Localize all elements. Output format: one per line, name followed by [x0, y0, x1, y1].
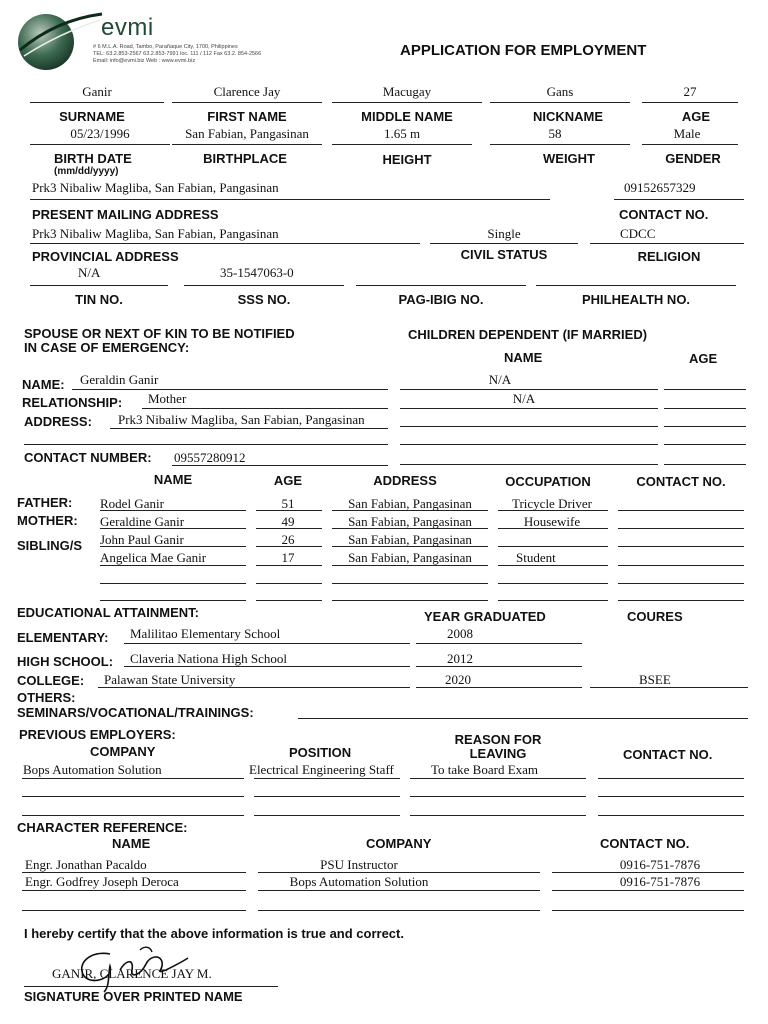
child-3-name-line	[400, 426, 658, 427]
family-row-name: John Paul Ganir	[100, 532, 184, 547]
family-line	[256, 546, 322, 547]
child-1-name: N/A	[488, 372, 512, 387]
siblings-label: SIBLING/S	[17, 538, 83, 553]
college-year: 2020	[445, 672, 471, 687]
family-line	[618, 546, 744, 547]
employer-row-position: Electrical Engineering Staff	[249, 762, 394, 777]
employer-row-company: Bops Automation Solution	[23, 762, 162, 777]
family-line	[100, 510, 246, 511]
emergency-contact-value: 09557280912	[174, 450, 246, 465]
company-name: evmi	[101, 14, 154, 41]
family-row-occupation: Housewife	[523, 514, 581, 529]
height-line	[332, 144, 472, 145]
reference-line	[258, 872, 540, 873]
emergency-contact-line	[172, 465, 388, 466]
religion-line	[590, 243, 744, 244]
seminars-line	[298, 718, 748, 719]
middle-name-line	[332, 102, 482, 103]
family-line	[100, 528, 246, 529]
family-name-header: NAME	[153, 472, 193, 487]
present-address-line	[30, 199, 550, 200]
highschool-year: 2012	[447, 651, 473, 666]
family-row-occupation: Tricycle Driver	[511, 496, 593, 511]
weight-value: 58	[548, 126, 562, 141]
family-line	[618, 600, 744, 601]
sss-line	[184, 285, 344, 286]
family-line	[498, 600, 608, 601]
family-line	[498, 546, 608, 547]
tin-line	[30, 285, 168, 286]
weight-line	[490, 144, 630, 145]
elementary-label: ELEMENTARY:	[17, 630, 109, 645]
college-year-line	[416, 687, 582, 688]
height-label: HEIGHT	[382, 152, 432, 167]
reference-line	[258, 910, 540, 911]
reference-name-label: NAME	[112, 836, 151, 851]
reference-line	[22, 910, 246, 911]
family-row-address: San Fabian, Pangasinan	[348, 496, 472, 511]
contact-no-line	[614, 199, 744, 200]
highschool-label: HIGH SCHOOL:	[17, 654, 114, 669]
others-label: OTHERS:	[17, 690, 76, 705]
child-5-age-line	[664, 464, 746, 465]
family-row-age: 17	[281, 550, 295, 565]
elementary-year: 2008	[447, 626, 473, 641]
middle-name-label: MIDDLE NAME	[361, 109, 453, 124]
family-row-name: Angelica Mae Ganir	[100, 550, 207, 565]
child-2-name: N/A	[512, 391, 536, 406]
birthplace-line	[172, 144, 322, 145]
family-row-address: San Fabian, Pangasinan	[348, 532, 472, 547]
highschool-line	[124, 666, 410, 667]
family-line	[100, 600, 246, 601]
family-line	[332, 528, 488, 529]
reference-row-company: Bops Automation Solution	[289, 874, 429, 889]
employer-line	[598, 796, 744, 797]
child-5-name-line	[400, 464, 658, 465]
employer-line	[598, 815, 744, 816]
family-line	[498, 583, 608, 584]
employer-line	[410, 796, 586, 797]
family-contact-header: CONTACT NO.	[636, 474, 726, 489]
family-line	[256, 510, 322, 511]
present-address-value: Prk3 Nibaliw Magliba, San Fabian, Pangasinan	[32, 180, 279, 195]
employer-line	[22, 778, 244, 779]
family-line	[256, 600, 322, 601]
family-address-header: ADDRESS	[373, 473, 437, 488]
tin-value: N/A	[78, 265, 101, 280]
birthplace-value: San Fabian, Pangasinan	[185, 126, 309, 141]
nickname-label: NICKNAME	[532, 109, 604, 124]
family-age-header: AGE	[273, 473, 303, 488]
family-row-age: 51	[281, 496, 295, 511]
employer-line	[410, 815, 586, 816]
civil-status-label: CIVIL STATUS	[460, 247, 548, 262]
children-heading: CHILDREN DEPENDENT (IF MARRIED)	[408, 327, 648, 342]
family-line	[332, 565, 488, 566]
age-line	[642, 102, 738, 103]
middle-name-value: Macugay	[382, 84, 432, 99]
sss-value: 35-1547063-0	[220, 265, 294, 280]
emergency-heading-2: IN CASE OF EMERGENCY:	[24, 340, 190, 355]
weight-label: WEIGHT	[543, 151, 595, 166]
family-line	[256, 565, 322, 566]
gender-label: GENDER	[665, 151, 721, 166]
highschool-year-line	[416, 666, 582, 667]
year-graduated-label: YEAR GRADUATED	[424, 609, 546, 624]
emergency-contact-label: CONTACT NUMBER:	[24, 450, 152, 465]
provincial-address-value: Prk3 Nibaliw Magliba, San Fabian, Pangasinan	[32, 226, 279, 241]
provincial-address-line	[30, 243, 420, 244]
emergency-relationship-label: RELATIONSHIP:	[22, 395, 123, 410]
sss-label: SSS NO.	[237, 292, 291, 307]
emergency-heading-1: SPOUSE OR NEXT OF KIN TO BE NOTIFIED	[24, 326, 295, 341]
first-name-label: FIRST NAME	[207, 109, 287, 124]
child-3-age-line	[664, 426, 746, 427]
provincial-address-label: PROVINCIAL ADDRESS	[32, 249, 179, 264]
surname-line	[30, 102, 164, 103]
present-address-label: PRESENT MAILING ADDRESS	[32, 207, 219, 222]
emergency-relationship-value: Mother	[148, 391, 187, 406]
employer-line	[22, 815, 244, 816]
emergency-relationship-line	[142, 408, 388, 409]
education-heading: EDUCATIONAL ATTAINMENT:	[17, 605, 199, 620]
employer-line	[410, 778, 586, 779]
college-label: COLLEGE:	[17, 673, 85, 688]
seminars-label: SEMINARS/VOCATIONAL/TRAININGS:	[17, 705, 254, 720]
family-line	[256, 528, 322, 529]
father-label: FATHER:	[17, 495, 73, 510]
college-line	[98, 687, 410, 688]
contact-no-value: 09152657329	[624, 180, 696, 195]
family-row-address: San Fabian, Pangasinan	[348, 514, 472, 529]
family-line	[498, 510, 608, 511]
religion-label: RELIGION	[637, 249, 701, 264]
birth-date-value: 05/23/1996	[70, 126, 130, 141]
emergency-name-value: Geraldin Ganir	[80, 372, 159, 387]
college-value: Palawan State University	[104, 672, 236, 687]
employer-reason-label-1: REASON FOR	[454, 732, 542, 747]
family-row-name: Rodel Ganir	[100, 496, 164, 511]
reference-row-name: Engr. Jonathan Pacaldo	[25, 857, 147, 872]
emergency-address-value: Prk3 Nibaliw Magliba, San Fabian, Pangasinan	[118, 412, 365, 427]
family-row-name: Geraldine Ganir	[100, 514, 185, 529]
reference-line	[552, 910, 744, 911]
certification-text: I hereby certify that the above information is true and correct.	[24, 926, 404, 941]
family-row-occupation: Student	[516, 550, 556, 565]
reference-row-contact: 0916-751-7876	[619, 857, 701, 872]
emergency-address-line-2	[24, 444, 388, 445]
employer-line	[254, 778, 400, 779]
reference-row-name: Engr. Godfrey Joseph Deroca	[25, 874, 179, 889]
children-name-label: NAME	[504, 350, 543, 365]
tin-label: TIN NO.	[75, 292, 123, 307]
child-4-name-line	[400, 444, 658, 445]
reference-row-company: PSU Instructor	[320, 857, 398, 872]
birth-date-line	[30, 144, 170, 145]
emergency-address-line	[110, 428, 388, 429]
family-line	[618, 528, 744, 529]
company-phones: TEL: 63.2.853-2567 63.2.853-7991 loc. 111 / 112 Fax 63.2. 854-2566	[93, 51, 262, 57]
reference-company-label: COMPANY	[366, 836, 432, 851]
employer-line	[254, 796, 400, 797]
civil-status-value: Single	[487, 226, 521, 241]
child-2-name-line	[400, 408, 658, 409]
emergency-name-line	[72, 389, 388, 390]
first-name-value: Clarence Jay	[213, 84, 281, 99]
college-course: BSEE	[639, 672, 671, 687]
employer-contact-label: CONTACT NO.	[623, 747, 713, 762]
elementary-year-line	[416, 643, 582, 644]
reference-line	[22, 872, 246, 873]
employer-line	[598, 778, 744, 779]
reference-line	[22, 890, 246, 891]
first-name-line	[172, 102, 322, 103]
family-row-age: 26	[281, 532, 295, 547]
signature-line	[24, 986, 278, 987]
child-2-age-line	[664, 408, 746, 409]
family-line	[100, 583, 246, 584]
company-email-web: Email: info@evmi.biz Web : www.evmi.biz	[93, 58, 196, 64]
company-address: # 6 M.L.A. Road, Tambo, Parañaque City, 1700, Philippines	[93, 44, 238, 50]
birthplace-label: BIRTHPLACE	[203, 151, 287, 166]
family-line	[618, 583, 744, 584]
employer-line	[22, 796, 244, 797]
civil-status-line	[430, 243, 578, 244]
family-occupation-header: OCCUPATION	[505, 474, 591, 489]
birth-date-format: (mm/dd/yyyy)	[54, 166, 119, 177]
family-line	[498, 565, 608, 566]
child-4-age-line	[664, 444, 746, 445]
highschool-value: Claveria Nationa High School	[130, 651, 288, 666]
surname-value: Ganir	[82, 84, 112, 99]
reference-line	[552, 872, 744, 873]
nickname-value: Gans	[546, 84, 574, 99]
mother-label: MOTHER:	[17, 513, 78, 528]
child-1-age-line	[664, 389, 746, 390]
surname-label: SURNAME	[59, 109, 125, 124]
employer-position-label: POSITION	[289, 745, 352, 760]
age-value: 27	[683, 84, 697, 99]
contact-no-label: CONTACT NO.	[619, 207, 709, 222]
college-course-line	[590, 687, 748, 688]
family-line	[332, 510, 488, 511]
philhealth-line	[536, 285, 736, 286]
employers-heading: PREVIOUS EMPLOYERS:	[19, 727, 176, 742]
pagibig-line	[356, 285, 526, 286]
family-line	[256, 583, 322, 584]
emergency-name-label: NAME:	[22, 377, 65, 392]
philhealth-label: PHILHEALTH NO.	[581, 292, 691, 307]
emergency-address-label: ADDRESS:	[24, 414, 92, 429]
reference-line	[258, 890, 540, 891]
family-line	[332, 546, 488, 547]
nickname-line	[490, 102, 630, 103]
pagibig-label: PAG-IBIG NO.	[398, 292, 484, 307]
family-line	[618, 510, 744, 511]
employer-company-label: COMPANY	[90, 744, 156, 759]
family-line	[100, 565, 246, 566]
form-title: APPLICATION FOR EMPLOYMENT	[400, 42, 647, 59]
children-age-label: AGE	[689, 351, 718, 366]
gender-value: Male	[673, 126, 701, 141]
age-label: AGE	[681, 109, 711, 124]
reference-contact-label: CONTACT NO.	[600, 836, 690, 851]
elementary-value: Malilitao Elementary School	[130, 626, 281, 641]
elementary-line	[124, 643, 410, 644]
family-row-address: San Fabian, Pangasinan	[348, 550, 472, 565]
religion-value: CDCC	[620, 226, 656, 241]
reference-line	[552, 890, 744, 891]
printed-name: GANIR, CLARENCE JAY M.	[52, 966, 212, 981]
height-value: 1.65 m	[383, 126, 421, 141]
family-row-age: 49	[281, 514, 295, 529]
family-line	[332, 600, 488, 601]
signature-label: SIGNATURE OVER PRINTED NAME	[24, 989, 243, 1004]
birth-date-label: BIRTH DATE	[54, 151, 132, 166]
references-heading: CHARACTER REFERENCE:	[17, 820, 188, 835]
family-line	[100, 546, 246, 547]
family-line	[618, 565, 744, 566]
family-line	[332, 583, 488, 584]
reference-row-contact: 0916-751-7876	[619, 874, 701, 889]
course-label: COURES	[627, 609, 683, 624]
gender-line	[642, 144, 738, 145]
family-line	[498, 528, 608, 529]
employer-line	[254, 815, 400, 816]
employer-row-reason: To take Board Exam	[431, 762, 539, 777]
employer-reason-label-2: LEAVING	[469, 746, 527, 761]
child-1-name-line	[400, 389, 658, 390]
